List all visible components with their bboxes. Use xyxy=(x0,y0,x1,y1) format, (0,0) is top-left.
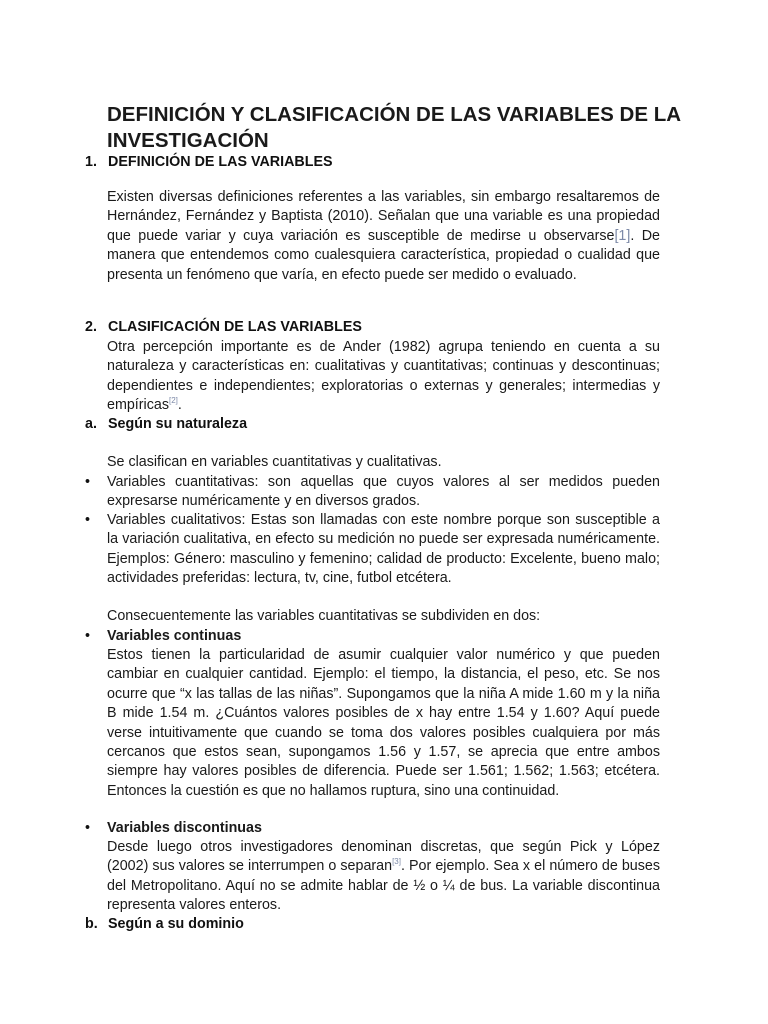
subsection-b-letter: b. xyxy=(85,916,98,932)
subsection-b-heading xyxy=(85,915,244,934)
footnote-ref-1[interactable]: [1] xyxy=(614,227,631,244)
paragraph-text: . Por ejemplo. Sea x el número de buses del Metropolitano. Aquí no se admite hablar de ½ o ¼ de bus. La variable discontinua representa valores enteros. xyxy=(107,858,660,914)
bullet-qualitative: Variables cualitativos: Estas son llamadas con este nombre porque son susceptible a la variación cualitativa, en efecto su medición no puede ser expresada numéricamente. Ejemplos: Género: masculino y femenino; calidad de producto: Excelente, bueno malo; actividades preferidas: lectura, tv, cine, futbol etcétera. xyxy=(107,512,660,587)
section-2-heading xyxy=(85,318,362,337)
document-title: DEFINICIÓN Y CLASIFICACIÓN DE LAS VARIABLES DE LA INVESTIGACIÓN xyxy=(107,103,681,152)
paragraph-text: Otra percepción importante es de Ander (1982) agrupa teniendo en cuenta a su naturaleza y características en: cualitativas y cuantitativas; continuas y descontinuas; dependientes e independientes; exploratorias o externas y generales; intermedias y empíricas xyxy=(107,339,660,414)
paragraph-text: . xyxy=(177,397,182,414)
footnote-ref-3[interactable]: [3] xyxy=(392,857,401,867)
paragraph-text: Existen diversas definiciones referentes a las variables, sin embargo resaltaremos de Hernández, Fernández y Baptista (2010). Señalan que una variable es una propiedad que puede variar y cuya variación es susceptible de medirse u observarse xyxy=(107,189,660,244)
footnote-ref-2[interactable]: [2] xyxy=(168,396,178,406)
subsection-b-title: Según a su dominio xyxy=(108,916,244,932)
bullet-icon: • xyxy=(85,512,91,528)
bullet-icon: • xyxy=(85,474,91,490)
section-1-number: 1. xyxy=(85,154,97,170)
section-1-heading xyxy=(85,153,333,172)
section-1-title: DEFINICIÓN DE LAS VARIABLES xyxy=(108,154,333,170)
continuous-paragraph: Estos tienen la particularidad de asumir cualquier valor numérico y que pueden cambiar en cualquier cantidad. Ejemplo: el tiempo, la distancia, el peso, etc. Se nos ocurre que “x las tallas de las niñas”. Supongamos que la niña A mide 1.60 m y la niña B mide 1.54 m. ¿Cuántos valores posibles de x hay entre 1.54 y 1.60? Aquí puede verse intuitivamente que cuando se toma dos valores posibles cualquiera por más cercanos que estos sean, supongamos 1.56 y 1.57, se aprecia que entre ambos siempre hay valores posibles de diferencia. Puede ser 1.561; 1.562; 1.563; etcétera. Entonces la cuestión es que no hallamos ruptura, sino una continuidad. xyxy=(107,647,660,799)
section-2-paragraph xyxy=(107,338,660,416)
subsection-a-intro: Se clasifican en variables cuantitativas y cualitativas. xyxy=(107,454,442,470)
subsection-a-heading xyxy=(85,415,247,434)
bullet-icon: • xyxy=(85,820,91,836)
continuous-heading: Variables continuas xyxy=(107,628,242,644)
paragraph-text: Desde luego otros investigadores denominan discretas, que según Pick y López (2002) sus valores se interrumpen o separan xyxy=(107,839,660,875)
paragraph-text: . De manera que entendemos como cualesquiera característica, propiedad o cualidad que presenta un fenómeno que varía, en efecto puede ser medido o evaluado. xyxy=(107,227,660,283)
discontinuous-heading: Variables discontinuas xyxy=(107,820,262,836)
consequently-text: Consecuentemente las variables cuantitativas se subdividen en dos: xyxy=(107,608,541,624)
section-2-title: CLASIFICACIÓN DE LAS VARIABLES xyxy=(108,319,362,335)
bullet-quantitative: Variables cuantitativas: son aquellas que cuyos valores al ser medidos pueden expresarse numéricamente y en diversos grados. xyxy=(107,474,660,510)
discontinuous-paragraph xyxy=(107,838,660,916)
subsection-a-letter: a. xyxy=(85,416,97,432)
bullet-icon: • xyxy=(85,628,91,644)
section-1-paragraph xyxy=(107,188,660,285)
subsection-a-title: Según su naturaleza xyxy=(108,416,248,432)
section-2-number: 2. xyxy=(85,319,97,335)
